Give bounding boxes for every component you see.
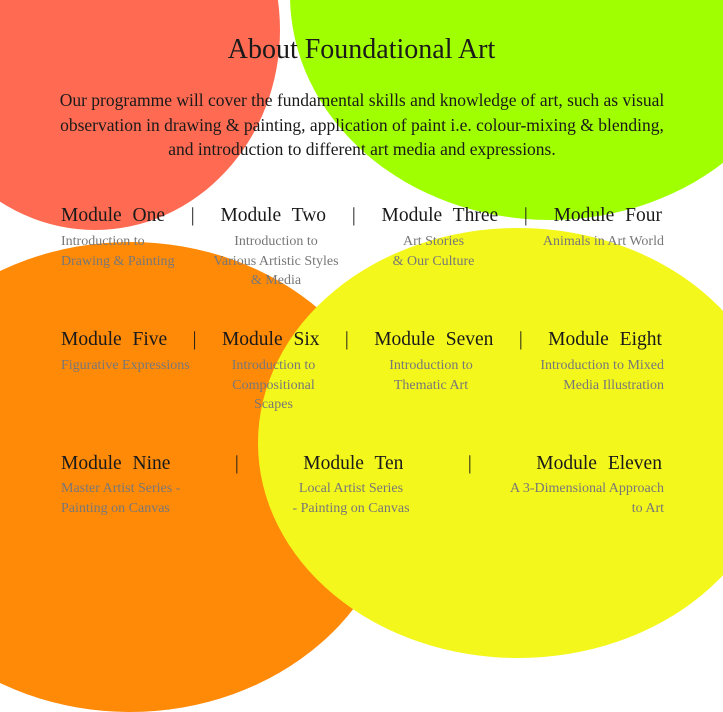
separator: |: [467, 453, 472, 474]
module-description: [474, 479, 664, 518]
module-title: Module Six: [221, 329, 320, 350]
description-line: A 3-Dimensional Approach: [510, 481, 664, 496]
separator: |: [518, 329, 523, 350]
description-line: - Painting on Canvas: [292, 500, 410, 516]
description-line: Media Illustration: [563, 377, 664, 393]
description-line: Drawing & Painting: [61, 253, 175, 269]
module-description: [61, 356, 211, 376]
module-title: Module Five: [61, 329, 168, 350]
separator: |: [192, 329, 197, 350]
module-description: [61, 479, 211, 518]
description-line: Compositional: [232, 377, 315, 393]
module-title: Module Seven: [374, 329, 494, 350]
module-title: Module One: [61, 205, 166, 226]
module-title: Module Four: [553, 205, 662, 226]
description-line: Introduction to Mixed: [540, 358, 664, 373]
module-title: Module Three: [381, 205, 499, 226]
module-description: [516, 232, 664, 252]
module-row-3: [61, 453, 662, 475]
module-description: [366, 356, 496, 395]
description-line: Local Artist Series: [298, 481, 404, 496]
description-line: Animals in Art World: [542, 234, 664, 249]
description-line: & Our Culture: [392, 253, 475, 269]
module-title: Module Ten: [303, 453, 404, 474]
module-title: Module Eight: [548, 329, 662, 350]
module-description: [276, 479, 426, 518]
module-title: Module Nine: [61, 453, 171, 474]
separator: |: [351, 205, 356, 226]
separator: |: [234, 453, 239, 474]
description-line: Painting on Canvas: [61, 500, 170, 516]
description-line: to Art: [631, 500, 664, 516]
module-title: Module Two: [220, 205, 327, 226]
module-row-1: [61, 205, 662, 227]
separator: |: [523, 205, 528, 226]
page-title: About Foundational Art: [227, 34, 496, 65]
description-line: Various Artistic Styles: [213, 253, 339, 269]
module-description: [216, 356, 331, 415]
description-line: Introduction to: [389, 358, 473, 373]
module-description: [506, 356, 664, 395]
module-description: [61, 232, 191, 271]
description-line: & Media: [250, 273, 302, 288]
description-line: Introduction to: [234, 234, 318, 249]
description-line: Thematic Art: [393, 377, 469, 393]
description-line: Introduction to: [231, 358, 316, 373]
separator: |: [344, 329, 349, 350]
description-line: Scapes: [254, 397, 293, 412]
intro-paragraph: Our programme will cover the fundamental skills and knowledge of art, such as visual observation in drawing & painting, application of paint i.e. colour-mixing & blending, and introduction to different art media and expressions.: [59, 90, 665, 159]
description-line: Art Stories: [402, 234, 465, 249]
module-description: [366, 232, 501, 271]
module-title: Module Eleven: [536, 453, 662, 474]
description-line: Master Artist Series -: [61, 481, 181, 496]
module-row-2: [61, 329, 662, 351]
description-line: Figurative Expressions: [61, 358, 190, 373]
module-description: [201, 232, 351, 291]
separator: |: [190, 205, 195, 226]
description-line: Introduction to: [61, 234, 145, 249]
